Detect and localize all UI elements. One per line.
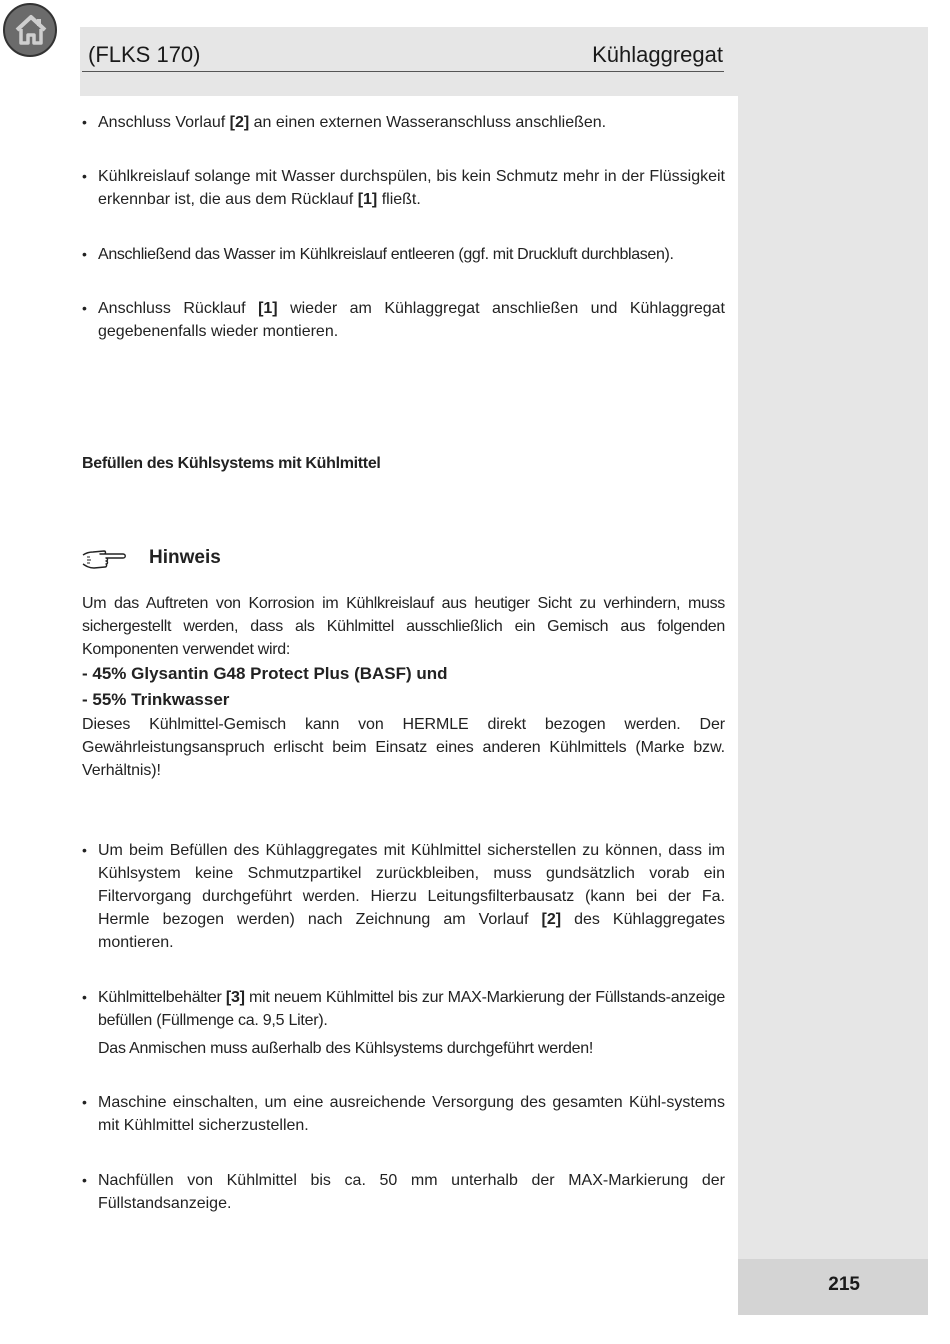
header-model-title: (FLKS 170)	[88, 42, 201, 67]
list-item: • Anschluss Rücklauf [1] wieder am Kühlaggregat anschließen und Kühlaggregat gegebenenfalls wieder montieren.	[82, 297, 725, 343]
page-number-box	[738, 1259, 928, 1315]
hint-label: Hinweis	[149, 547, 221, 568]
list-item: • Kühlkreislauf solange mit Wasser durchspülen, bis kein Schmutz mehr in der Flüssigkeit erkennbar ist, die aus dem Rücklauf [1] fließt.	[82, 165, 725, 211]
header-section-title: Kühlaggregat	[592, 42, 723, 67]
section-heading: Befüllen des Kühlsystems mit Kühlmittel	[82, 455, 381, 472]
header-divider	[82, 71, 724, 72]
list-item: • Kühlmittelbehälter [3] mit neuem Kühlmittel bis zur MAX-Markierung der Füllstands-anzeige befüllen (Füllmenge ca. 9,5 Liter). Das Anmischen muss außerhalb des Kühlsystems durchgeführt werden!	[82, 986, 725, 1060]
bullet-dot: •	[82, 842, 87, 858]
reference-number: [1]	[357, 191, 378, 208]
bullet-dot: •	[82, 168, 87, 184]
home-button[interactable]	[3, 3, 57, 57]
reference-number: [3]	[225, 989, 245, 1006]
hint-text	[82, 592, 725, 782]
bullet-dot: •	[82, 1094, 87, 1110]
coolant-component: - 55% Trinkwasser	[82, 690, 230, 709]
list-item: • Maschine einschalten, um eine ausreichende Versorgung des gesamten Kühl-systems mit Kühlmittel sicherzustellen.	[82, 1091, 725, 1137]
reference-number: [1]	[258, 300, 278, 317]
header-band	[80, 27, 928, 96]
bullet-dot: •	[82, 1172, 87, 1188]
hint-outro: Dieses Kühlmittel-Gemisch kann von HERMLE direkt bezogen werden. Der Gewährleistungsanspruch erlischt beim Einsatz eines anderen Kühlmittels (Marke bzw. Verhältnis)!	[82, 716, 725, 779]
bullet-dot: •	[82, 989, 87, 1005]
bullet-dot: •	[82, 246, 87, 262]
coolant-component: - 45% Glysantin G48 Protect Plus (BASF) und	[82, 664, 448, 683]
reference-number: [2]	[229, 114, 250, 131]
list-item-note: Das Anmischen muss außerhalb des Kühlsystems durchgeführt werden!	[98, 1040, 594, 1057]
list-item: • Anschluss Vorlauf [2] an einen externen Wasseranschluss anschließen.	[82, 111, 725, 134]
list-item: • Anschließend das Wasser im Kühlkreislauf entleeren (ggf. mit Druckluft durchblasen).	[82, 243, 725, 266]
bullet-dot: •	[82, 114, 87, 130]
reference-number: [2]	[541, 911, 562, 928]
hint-intro: Um das Auftreten von Korrosion im Kühlkreislauf aus heutiger Sicht zu verhindern, muss sichergestellt werden, dass als Kühlmittel ausschließlich ein Gemisch aus folgenden Komponenten verwendet wird:	[82, 595, 725, 658]
pointing-hand-icon	[82, 548, 126, 570]
list-item: • Um beim Befüllen des Kühlaggregates mit Kühlmittel sicherstellen zu können, dass im Kühlsystem keine Schmutzpartikel zurückbleiben, muss gundsätzlich vorab ein Filtervorgang durchgeführt werden. Hierzu Leitungsfilterbausatz (kann bei der Fa. Hermle bezogen werden) nach Zeichnung am Vorlauf [2] des Kühlaggregates montieren.	[82, 839, 725, 954]
page-number: 215	[828, 1274, 860, 1295]
side-margin-band	[738, 96, 928, 1314]
list-item: • Nachfüllen von Kühlmittel bis ca. 50 mm unterhalb der MAX-Markierung der Füllstandsanzeige.	[82, 1169, 725, 1215]
bullet-dot: •	[82, 300, 87, 316]
home-icon	[11, 10, 51, 50]
